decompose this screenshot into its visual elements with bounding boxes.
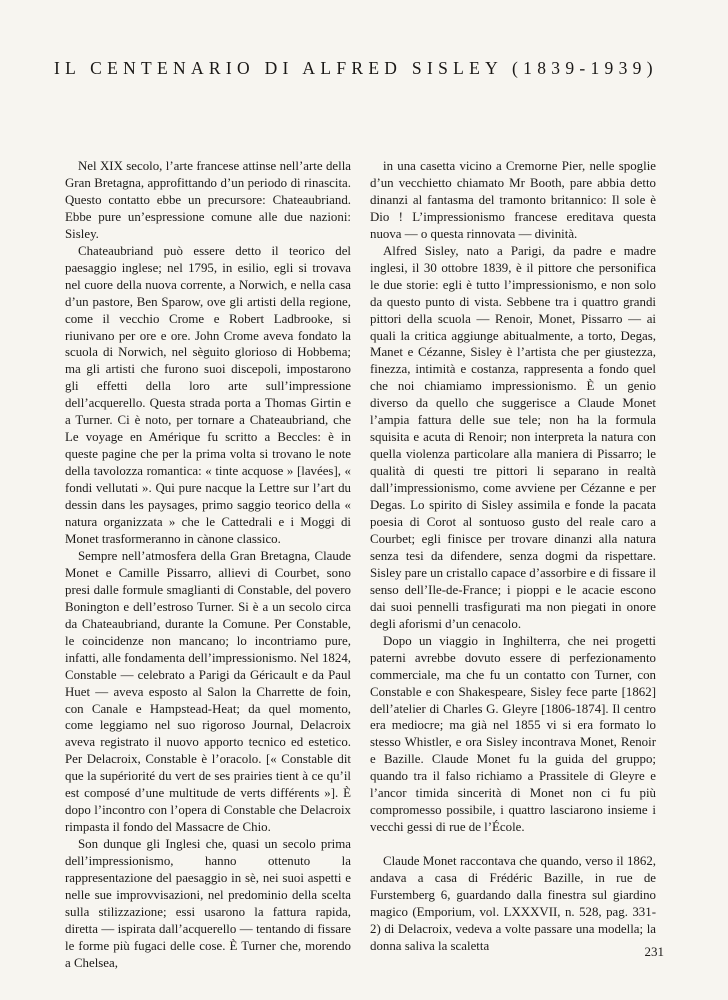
paragraph: Alfred Sisley, nato a Parigi, da padre e madre inglesi, il 30 ottobre 1839, è il pittore che personifica le due storie: egli è tutto l’impressionismo, e non solo da questo punto di vista. Sebbene tra i quattro grandi pittori della scuola — Renoir, Monet, Pissarro — ai quali la critica aggiunge abitualmente, a torto, Degas, Manet e Cézanne, Sisley è l’artista che per giustezza, finezza, intimità e costanza, rappresenta a fondo quel che noi chiamiamo impressionismo. È un genio diverso da quello che suggerisce a Claude Monet l’ampia fattura delle sue tele; non ha la formula squisita e acuta di Renoir; non interpreta la natura con quella violenza particolare alla maniera di Pissarro; le qualità di questi tre pittori li separano in realtà dall’impressionismo, come avviene per Cézanne e per Degas. Lo spirito di Sisley assimila e fonde la pacata poesia di Corot al sontuoso gusto del reale caro a Courbet; egli finisce per trovare dinanzi alla natura senza tesi da difendere, senza dogmi da rispettare. Sisley pare un cristallo capace d’assorbire e di fissare il senso dell’Ile-de-France; i pioppi e le acacie escono dai suoi pennelli trasfigurati ma non piegati in onore degli aforismi d’un cenacolo. bbox=[370, 243, 656, 631]
text-column-left bbox=[65, 158, 351, 972]
page-title: IL CENTENARIO DI ALFRED SISLEY (1839-1939) bbox=[54, 58, 658, 78]
page-number: 231 bbox=[644, 944, 664, 959]
text-column-right bbox=[370, 158, 656, 955]
paragraph: Claude Monet raccontava che quando, verso il 1862, andava a casa di Frédéric Bazille, in rue de Furstemberg 6, guardando dalla finestra sul giardino magico (Emporium, vol. LXXXVII, n. 528, pag. 331-2) di Delacroix, vedeva a volte passare una modella; la donna saliva la scaletta bbox=[370, 854, 656, 953]
paragraph: Dopo un viaggio in Inghilterra, che nei progetti paterni avrebbe dovuto essere di perfezionamento commerciale, ma che fu un contatto con Turner, con Constable e con Shakespeare, Sisley fece parte [1862] dell’atelier di Charles G. Gleyre [1806-1874]. Il centro era mediocre; ma già nel 1855 vi si era formato lo stesso Whistler, e ora Sisley incontrava Monet, Renoir e Bazille. Claude Monet fu la guida del gruppo; quando tra il falso richiamo a Prassitele di Gleyre e l’ancor timida sincerità di Monet non ci fu più compromesso possibile, i quattro lasciarono insieme i vecchi gessi di rue de l’École. bbox=[370, 633, 656, 835]
paragraph: Sempre nell’atmosfera della Gran Bretagna, Claude Monet e Camille Pissarro, allievi di Courbet, sono presi dalle formule smaglianti di Constable, del povero Bonington e dell’estroso Turner. Si è a un secolo circa da Chateaubriand, durante la Comune. Per Constable, le coincidenze non mancano; lo incontriamo pure, infatti, alle fondamenta dell’impressionismo. Nel 1824, Constable — celebrato a Parigi da Géricault e da Paul Huet — aveva esposto al Salon la Charrette de foin, con Canale e Hampstead-Heat; da quel momento, come leggiamo nel suo rigoroso Journal, Delacroix aveva registrato il nuovo apporto tecnico ed estetico. Per Delacroix, Constable è l’oracolo. [« Constable dit que la supériorité du vert de ses prairies tient à ce qu’il est composé d’une multitude de verts différents »]. È dopo l’incontro con l’opera di Constable che Delacroix rimpasta il fondo del Massacre de Chio. bbox=[65, 548, 351, 835]
paragraph: Nel XIX secolo, l’arte francese attinse nell’arte della Gran Bretagna, approfittando d’un periodo di rinascita. Questo contatto ebbe un precursore: Chateaubriand. Ebbe pure un’espressione comune alle due nazioni: Sisley. bbox=[65, 159, 351, 241]
paragraph: Chateaubriand può essere detto il teorico del paesaggio inglese; nel 1795, in esilio, egli si trovava nel cuore della nuova corrente, a Norwich, e nella casa d’un pastore, Ben Sparow, ove gli artisti della regione, come il vecchio Crome e Robert Ladbrooke, si riunivano per ore e ore. John Crome aveva fondato la scuola di Norwich, nel sèguito glorioso di Hobbema; ma gli artisti che furono suoi discepoli, impostarono gli effetti della loro arte sull’impressione dell’acquerello. Questa strada porta a Thomas Girtin e a Turner. Ci è noto, per tornare a Chateaubriand, che Le voyage en Amérique fu scritto a Beccles: è in queste pagine che per la prima volta si trovano le note della tavolozza romantica: « tinte acquose » [lavées], « fondi vellutati ». Qui pure nacque la Lettre sur l’art du dessin dans les paysages, primo saggio teorico della « natura organizzata » che le Cattedrali e i Moggi di Monet trasformeranno in cànone classico. bbox=[65, 243, 351, 546]
paragraph: Son dunque gli Inglesi che, quasi un secolo prima dell’impressionismo, hanno ottenuto la rappresentazione del paesaggio in sè, nei suoi aspetti e nelle sue improvvisazioni, nel predominio della scelta sulla stilizzazione; essi usarono la fattura rapida, diretta — ispirata dall’acquerello — tentando di fissare le forme più fugaci delle cose. È Turner che, morendo a Chelsea, bbox=[65, 837, 351, 970]
paragraph: in una casetta vicino a Cremorne Pier, nelle spoglie d’un vecchietto chiamato Mr Booth, pare abbia detto dinanzi al fantasma del tramonto britannico: Il sole è Dio ! L’impressionismo francese ereditava questa nuova — o questa rinnovata — divinità. bbox=[370, 159, 656, 241]
